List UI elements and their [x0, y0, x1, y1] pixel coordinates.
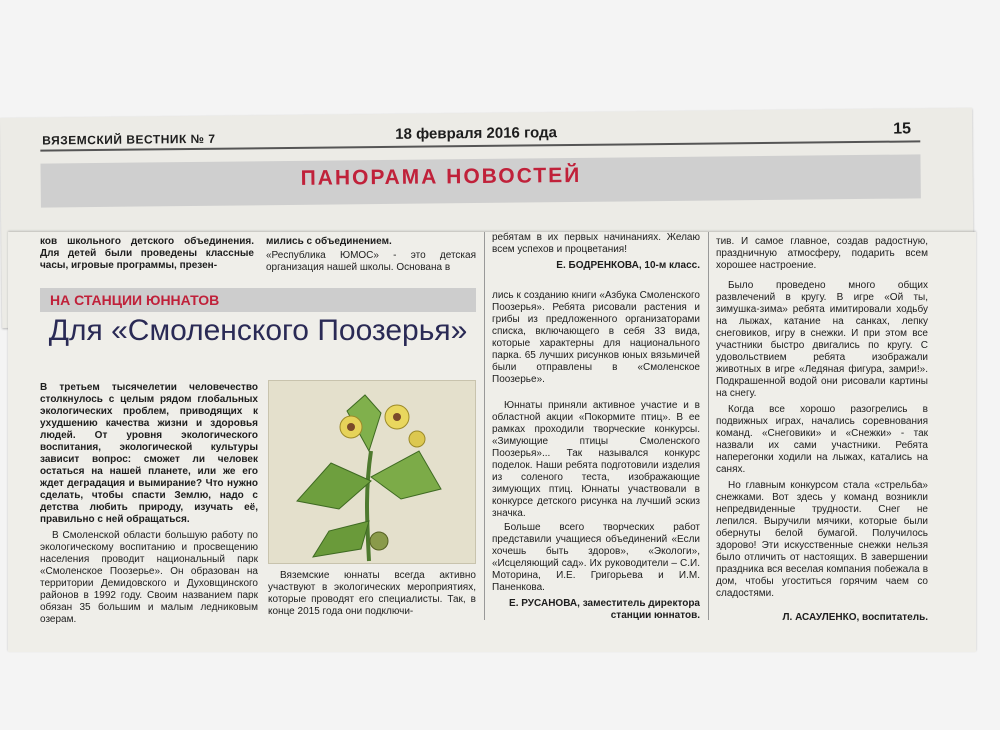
- column-rule: [484, 232, 485, 620]
- page-number: 15: [893, 120, 912, 138]
- col4-top: тив. И самое главное, создав радостную, праздничную атмосферу, подарить всем хорошее настроение.: [716, 236, 928, 271]
- col4-paragraph-3: Когда все хорошо разогрелись в подвижных играх, начались соревнования команд. «Снеговики» и «Снежки» - так назвали их сами участники. Ребята наперегонки ходили на лыжах, катались на санях.: [716, 404, 928, 475]
- col4-paragraph-4: Но главным конкурсом стала «стрельба» снежками. Вот здесь у команд возникли непредвиденные трудности. Снег не лепился. Выручили мячики, которые были обернуты белой бумагой. Получилось здорово! Эти искусственные снежки нельзя было отличить от настоящих. В завершении праздника вся веселая компания побежала в дом, чтобы угоститься горячим чаем со сладостями.: [716, 480, 928, 599]
- fragment-col1: ков школьного детского объединения. Для детей были проведены классные часы, игровые программы, презен-: [40, 236, 254, 271]
- article-headline: Для «Смоленского Поозерья»: [48, 314, 468, 347]
- col4-paragraph-2: Было проведено много общих развлечений в кругу. В игре «Ой ты, зимушка-зима» ребята имитировали ходьбу на лыжах, катание на санках, лепку снеговиков, игру в снежки. И при этом все участники быстро двигались по кругу. С удовольствием ребята изображали животных в игре «Ледяная фигура, замри!». Подкрашенной водой они рисовали картины на снегу.: [716, 280, 928, 399]
- fragment-col2b: «Республика ЮМОС» - это детская организация нашей школы. Основана в: [266, 250, 476, 273]
- col4-signature: Л. АСАУЛЕНКО, воспитатель.: [782, 612, 928, 623]
- article-body-1: В Смоленской области большую работу по экологическому воспитанию и просвещению населения проводит национальный парк «Смоленское Поозерье». Он образован на территории Демидовского и Духовщинского районов в 1992 году. Своим названием парк обязан 35 большим и малым ледниковым озерам.: [40, 530, 258, 625]
- panorama-title: ПАНОРАМА НОВОСТЕЙ: [300, 163, 582, 190]
- plant-drawing: [269, 381, 475, 563]
- fragment-col3: ребятам в их первых начинаниях. Желаю всем успехов и процветания!: [492, 232, 700, 255]
- fragment-col2a: мились с объединением.: [266, 236, 392, 247]
- article-body-2: Вяземские юннаты всегда активно участвуют в экологических мероприятиях, которые проводят его специалисты. Так, в конце 2015 года они подключи-: [268, 570, 476, 617]
- col3-paragraph-3: Больше всего творческих работ представили учащиеся объединений «Если хочешь быть здоров», «Экологи», «Исцеляющий сад». Их руководители – С.И. Моторина, И.Е. Григорьева и И.М. Паненкова.: [492, 522, 700, 593]
- col3-paragraph-1: лись к созданию книги «Азбука Смоленского Поозерья». Ребята рисовали растения и грибы из предложенного организаторами списка, включающего в себя 33 вида, которые характерны для национального парка. 65 лучших рисунков юных вязьмичей были отправлены в «Смоленское Поозерье».: [492, 290, 700, 385]
- column-rule: [708, 232, 709, 620]
- section-banner: [40, 288, 476, 312]
- front-newspaper-sheet: [8, 232, 976, 652]
- article-lead: В третьем тысячелетии человечество столкнулось с целым рядом глобальных экологических проблем, приводящих к ухудшению качества жизни и здоровья людей. От уровня экологического воспитания, экологической культуры зависит вопрос: сможет ли человек остаться на нашей планете, или же его ждет деградация и вымирание? Что нужно сделать, чтобы спасти Землю, надо с детства любить природу, изучать её, правильно с ней обращаться.: [40, 382, 258, 525]
- fragment-col3-signature: Е. БОДРЕНКОВА, 10-м класс.: [556, 260, 700, 271]
- newspaper-name: ВЯЗЕМСКИЙ ВЕСТНИК № 7: [42, 131, 216, 148]
- section-title: НА СТАНЦИИ ЮННАТОВ: [50, 292, 220, 308]
- plant-illustration: [268, 380, 476, 564]
- col3-signature: Е. РУСАНОВА, заместитель директора станции юннатов.: [509, 598, 700, 621]
- issue-date: 18 февраля 2016 года: [395, 124, 557, 143]
- col3-paragraph-2: Юннаты приняли активное участие и в областной акции «Покормите птиц». В ее рамках проходили творческие конкурсы. «Зимующие птицы Смоленского Поозерья»... Так назывался конкурс поделок. Наши ребята подготовили изделия из соленого теста, изображающие зимующих птиц. Юннаты участвовали в конкурсе детского рисунка на лучший эскиз значка.: [492, 400, 700, 519]
